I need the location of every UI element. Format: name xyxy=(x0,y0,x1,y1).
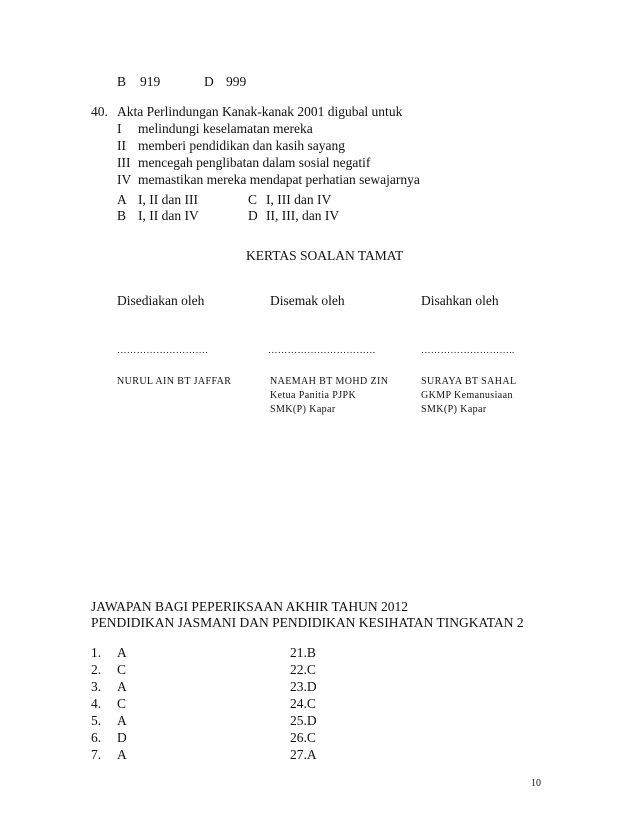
item-roman: III xyxy=(117,155,131,170)
option-d-value: 999 xyxy=(226,74,247,89)
item-roman: II xyxy=(117,138,126,153)
option-d-letter: D xyxy=(204,74,214,89)
answer-letter: A xyxy=(117,747,127,762)
signature-role: Disahkan oleh xyxy=(421,293,499,308)
answer-option-text: I, III dan IV xyxy=(266,192,332,207)
answer-entry: 26.C xyxy=(290,730,316,745)
item-text: mencegah penglibatan dalam sosial negatif xyxy=(138,155,371,170)
item-text: memberi pendidikan dan kasih sayang xyxy=(138,138,345,153)
item-text: memastikan mereka mendapat perhatian sewajarnya xyxy=(138,172,420,187)
question-stem: Akta Perlindungan Kanak-kanak 2001 digubal untuk xyxy=(117,104,403,119)
answer-letter: C xyxy=(117,662,127,677)
page-number: 10 xyxy=(531,778,541,789)
signatory-school: SMK(P) Kapar xyxy=(421,404,487,415)
answer-number: 2. xyxy=(91,662,102,677)
answer-entry: 22.C xyxy=(290,662,316,677)
item-text: melindungi keselamatan mereka xyxy=(138,121,313,136)
answer-number: 3. xyxy=(91,679,102,694)
answer-entry: 23.D xyxy=(290,679,317,694)
answer-option-letter: A xyxy=(117,192,127,207)
signatory-position: Ketua Panitia PJPK xyxy=(270,390,357,401)
answer-key-heading: JAWAPAN BAGI PEPERIKSAAN AKHIR TAHUN 2012 xyxy=(91,599,408,614)
question-number: 40. xyxy=(91,104,108,119)
answer-entry: 24.C xyxy=(290,696,316,711)
answer-letter: D xyxy=(117,730,127,745)
signatory-name: SURAYA BT SAHAL xyxy=(421,376,517,387)
answer-option-text: I, II dan IV xyxy=(138,208,199,223)
answer-number: 7. xyxy=(91,747,102,762)
answer-letter: A xyxy=(117,679,127,694)
answer-key-subheading: PENDIDIKAN JASMANI DAN PENDIDIKAN KESIHATAN TINGKATAN 2 xyxy=(91,615,524,630)
signatory-school: SMK(P) Kapar xyxy=(270,404,336,415)
answer-option-letter: C xyxy=(248,192,258,207)
signature-dotted-line: …………………………… xyxy=(268,346,376,356)
answer-number: 1. xyxy=(91,645,102,660)
answer-option-text: I, II dan III xyxy=(138,192,198,207)
answer-option-text: II, III, dan IV xyxy=(266,208,340,223)
answer-letter: C xyxy=(117,696,127,711)
answer-letter: A xyxy=(117,713,127,728)
answer-entry: 21.B xyxy=(290,645,316,660)
signatory-position: GKMP Kemanusiaan xyxy=(421,390,513,401)
answer-option-letter: D xyxy=(248,208,258,223)
answer-number: 5. xyxy=(91,713,102,728)
signature-role: Disemak oleh xyxy=(270,293,345,308)
end-of-paper-title: KERTAS SOALAN TAMAT xyxy=(246,248,404,263)
signatory-name: NAEMAH BT MOHD ZIN xyxy=(270,376,389,387)
signature-role: Disediakan oleh xyxy=(117,293,205,308)
item-roman: IV xyxy=(117,172,132,187)
option-b-value: 919 xyxy=(140,74,161,89)
signatory-name: NURUL AIN BT JAFFAR xyxy=(117,376,232,387)
answer-entry: 27.A xyxy=(290,747,317,762)
answer-letter: A xyxy=(117,645,127,660)
answer-option-letter: B xyxy=(117,208,127,223)
signature-dotted-line: ………………………. xyxy=(117,346,208,356)
signature-dotted-line: ……………………….. xyxy=(421,346,515,356)
answer-entry: 25.D xyxy=(290,713,317,728)
answer-number: 6. xyxy=(91,730,102,745)
answer-number: 4. xyxy=(91,696,102,711)
option-b-letter: B xyxy=(117,74,127,89)
item-roman: I xyxy=(117,121,122,136)
